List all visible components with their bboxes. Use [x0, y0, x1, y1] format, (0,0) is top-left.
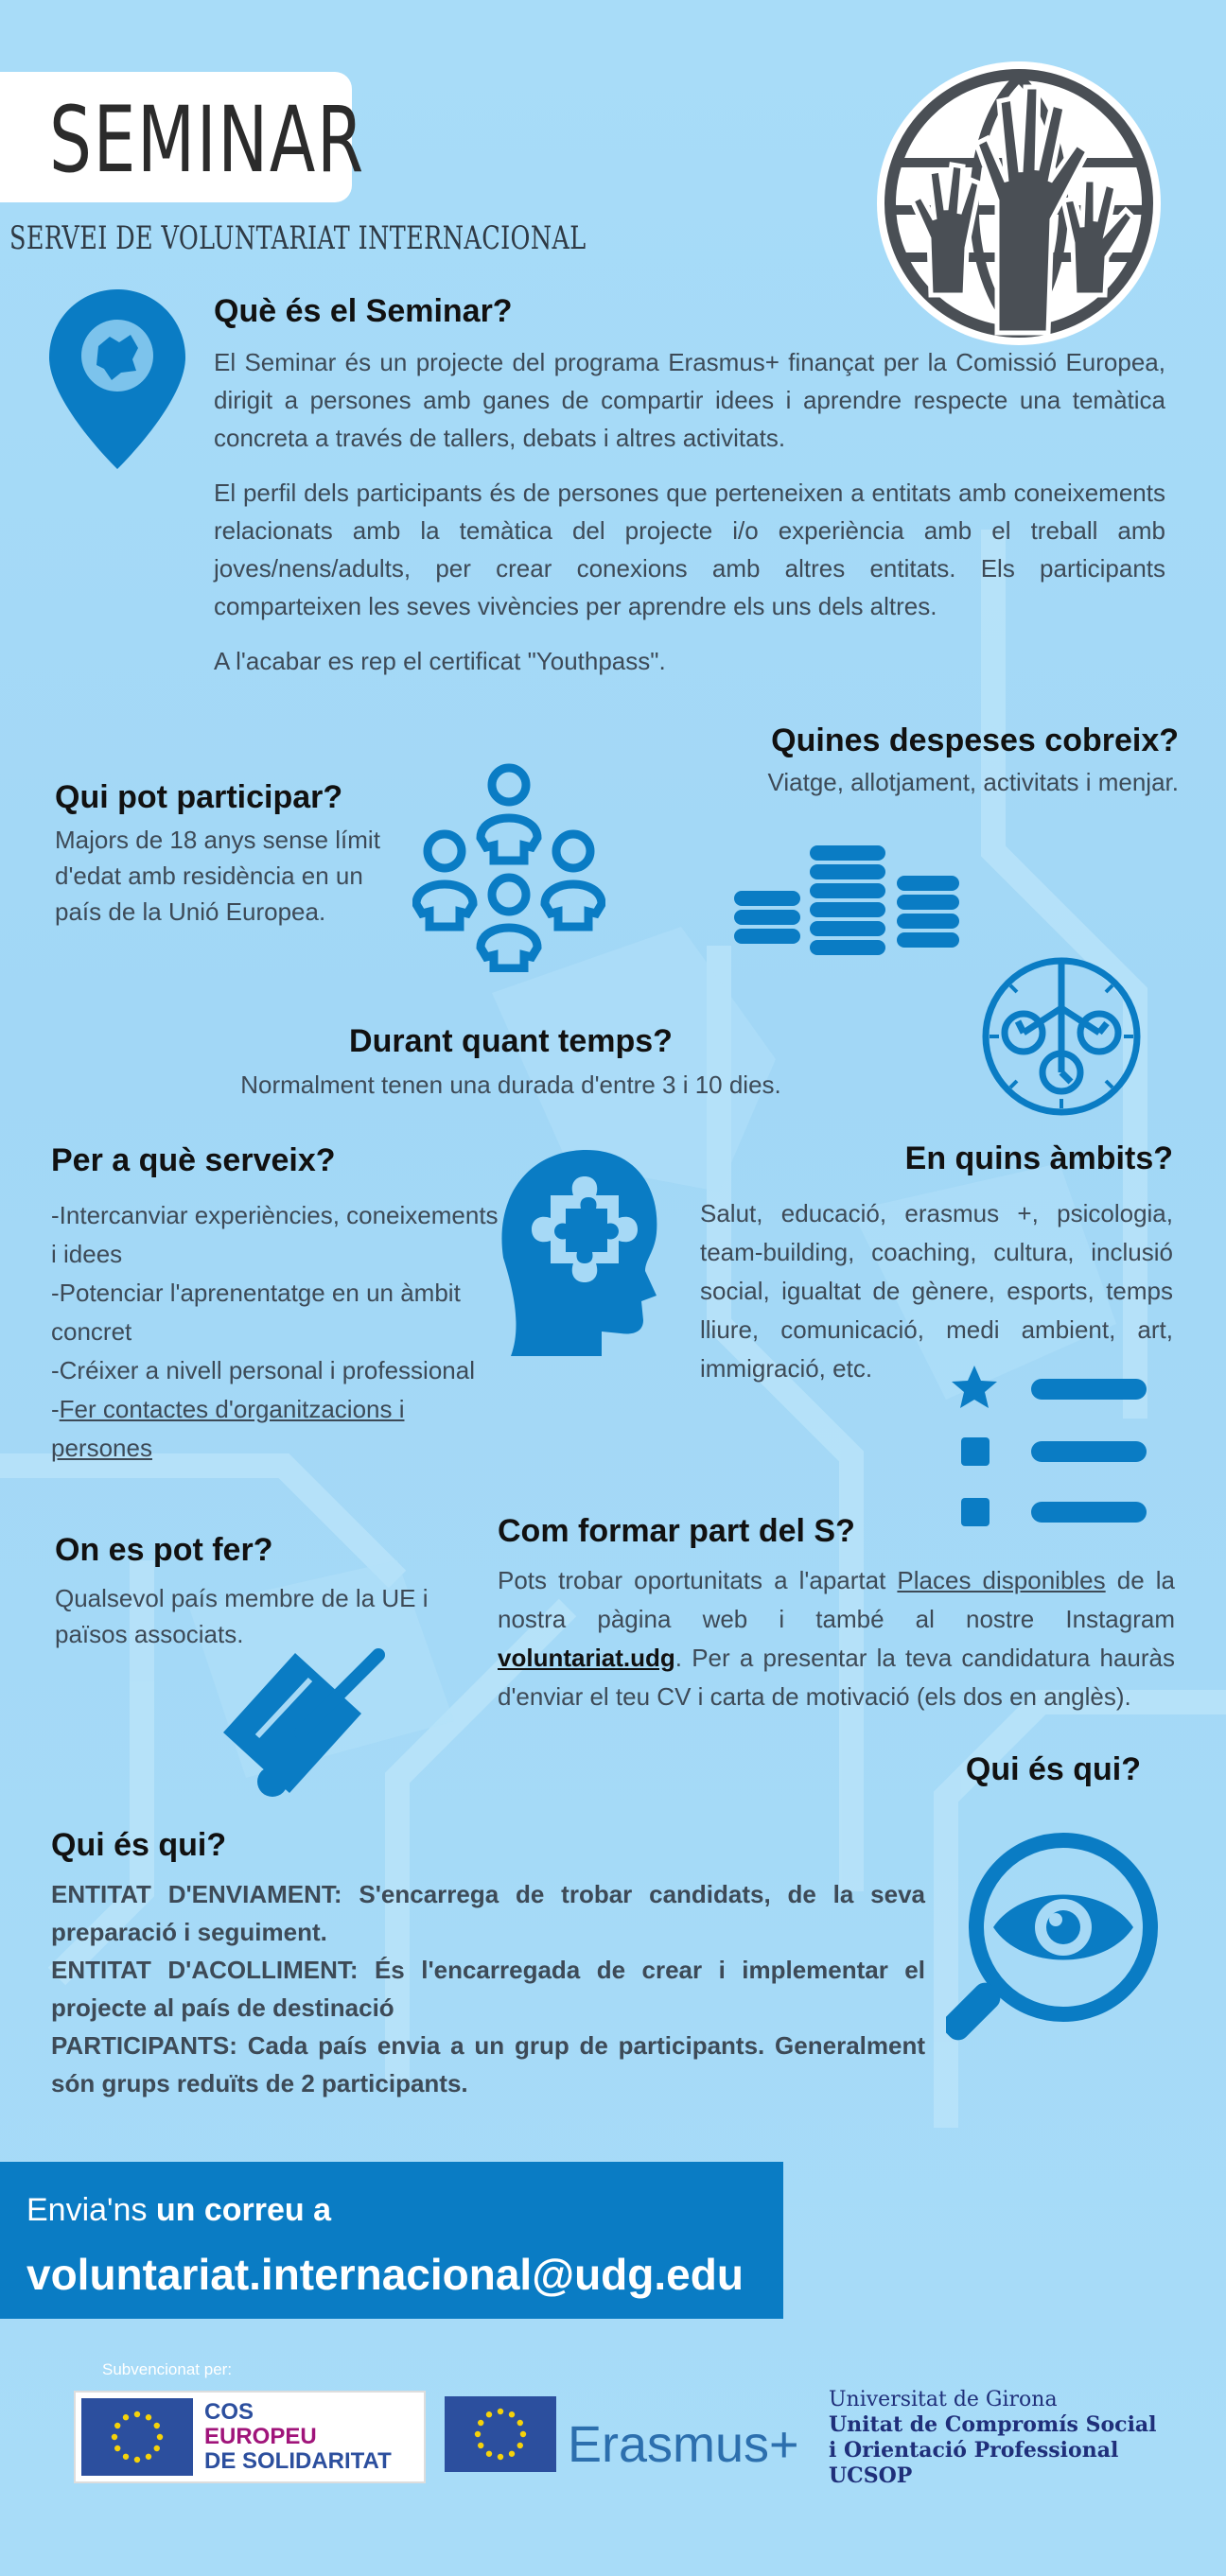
cos-europeu-logo — [74, 2391, 426, 2483]
durant-heading: Durant quant temps? — [349, 1023, 673, 1059]
erasmus-logo — [445, 2396, 799, 2477]
eu-star — [478, 2443, 483, 2448]
eu-star — [146, 2414, 151, 2420]
cos-line-3: DE SOLIDARITAT — [204, 2448, 392, 2474]
on-text: Qualsevol país membre de la UE i països associats. — [55, 1584, 429, 1648]
page-title: SEMINAR — [49, 87, 365, 193]
qui-es-small-heading: Qui és qui? — [965, 1751, 1141, 1787]
que-es-paragraph-2: El perfil dels participants és de persones que perteneixen a entitats amb coneixements relacionats amb la temàtica del projecte i/o experiència amb el treball amb joves/nens/adults, per crear conexions amb altres entitats. Els participants comparteixen les seves vivències per aprendre els uns dels altres. — [214, 479, 1165, 620]
eu-star — [114, 2445, 120, 2451]
eu-star — [509, 2451, 515, 2457]
com-text: Pots trobar oportunitats a l'apartat Places disponibles de la nostra pàgina web i també al nostre Instagram voluntariat.udg. Per a presentar la teva candidatura hauràs d'enviar el teu CV i carta de motivació (els dos en anglès). — [498, 1566, 1175, 1711]
eu-star — [114, 2423, 120, 2428]
eu-star — [123, 2454, 129, 2460]
contact-intro: Envia'ns un correu a — [26, 2192, 332, 2228]
qui-es-heading: Qui és qui? — [51, 1827, 227, 1863]
udg-line-3: i Orientació Professional — [829, 2438, 1119, 2463]
que-es-heading: Què és el Seminar? — [214, 293, 513, 329]
per-que-item-2: -Potenciar l'aprenentatge en un àmbit concret — [51, 1279, 461, 1346]
eu-star — [475, 2431, 481, 2437]
coins-icon — [734, 842, 961, 959]
subvencionat-label: Subvencionat per: — [102, 2360, 233, 2378]
eu-star — [157, 2434, 163, 2440]
despeses-text: Viatge, allotjament, activitats i menjar. — [767, 768, 1179, 796]
places-disponibles-link[interactable]: Places disponibles — [897, 1566, 1106, 1594]
eu-star — [520, 2431, 526, 2437]
que-es-paragraph-3: A l'acabar es rep el certificat "Youthpass". — [214, 647, 666, 675]
people-group-icon — [412, 762, 605, 972]
udg-line-1: Universitat de Girona — [829, 2388, 1058, 2411]
map-pin-icon — [49, 289, 185, 469]
checklist-icon — [952, 1366, 1147, 1530]
qui-es-entry-enviament: ENTITAT D'ENVIAMENT: S'encarrega de trobar candidats, de la seva preparació i seguiment. — [51, 1880, 925, 1946]
eu-star — [154, 2423, 160, 2428]
eu-star — [517, 2420, 523, 2426]
qui-pot-text: Majors de 18 anys sense límit d'edat amb residència en un país de la Unió Europea. — [55, 826, 380, 926]
eu-star — [112, 2434, 117, 2440]
magnifier-eye-icon — [946, 1827, 1164, 2046]
on-heading: On es pot fer? — [55, 1532, 273, 1568]
eu-star — [123, 2414, 129, 2420]
instagram-link[interactable]: voluntariat.udg — [498, 1644, 675, 1672]
ambits-text: Salut, educació, erasmus +, psicologia, team-building, coaching, cultura, inclusió social, igualtat de gènere, esports, temps lliure, comunicació, medi ambient, art, immigració, etc. — [700, 1199, 1173, 1383]
com-heading: Com formar part del S? — [498, 1513, 855, 1549]
udg-line-2: Unitat de Compromís Social — [829, 2412, 1157, 2437]
page-subtitle: SERVEI DE VOLUNTARIAT INTERNACIONAL — [9, 219, 587, 257]
despeses-heading: Quines despeses cobreix? — [771, 722, 1179, 758]
qui-pot-heading: Qui pot participar? — [55, 779, 343, 815]
eu-star — [478, 2420, 483, 2426]
eu-star — [486, 2411, 492, 2417]
ambits-heading: En quins àmbits? — [904, 1140, 1173, 1176]
qui-es-entry-acolliment: ENTITAT D'ACOLLIMENT: És l'encarregada de crear i implementar el projecte al país de destinació — [51, 1956, 925, 2022]
cos-line-2: EUROPEU — [204, 2424, 317, 2449]
que-es-paragraph-1: El Seminar és un projecte del programa Erasmus+ finançat per la Comissió Europea, dirigit a persones amb ganes de compartir idees i aprendre respecte una temàtica concreta a través de tallers, debats i altres activitats. — [214, 348, 1165, 452]
per-que-heading: Per a què serveix? — [51, 1142, 336, 1178]
eu-star — [486, 2451, 492, 2457]
eu-star — [134, 2411, 140, 2417]
eu-star — [509, 2411, 515, 2417]
luggage-icon — [219, 1632, 424, 1799]
eu-star — [154, 2445, 160, 2451]
eu-star — [498, 2409, 503, 2414]
per-que-item-4: -Fer contactes d'organitzacions i persones — [51, 1395, 405, 1462]
contact-email-link[interactable]: voluntariat.internacional@udg.edu — [26, 2250, 744, 2299]
eu-flag-icon — [445, 2396, 556, 2472]
cos-line-1: COS — [204, 2399, 254, 2425]
udg-logo — [829, 2387, 1157, 2489]
qui-es-entry-participants: PARTICIPANTS: Cada país envia a un grup de participants. Generalment són grups reduïts de 2 participants. — [51, 2031, 925, 2097]
contactes-link[interactable]: Fer contactes d'organitzacions i persones — [51, 1395, 405, 1462]
durant-text: Normalment tenen una durada d'entre 3 i 10 dies. — [240, 1070, 781, 1099]
eu-star — [134, 2457, 140, 2463]
per-que-item-3: -Créixer a nivell personal i professional — [51, 1356, 475, 1384]
per-que-item-1: -Intercanviar experiències, coneixements i idees — [51, 1201, 499, 1268]
head-puzzle-icon — [494, 1146, 660, 1356]
erasmus-label: Erasmus+ — [568, 2416, 799, 2473]
udg-line-4: UCSOP — [829, 2463, 913, 2488]
eu-flag-icon — [81, 2398, 193, 2476]
eu-star — [517, 2443, 523, 2448]
eu-star — [146, 2454, 151, 2460]
stopwatch-icon — [980, 955, 1143, 1118]
eu-star — [498, 2454, 503, 2460]
